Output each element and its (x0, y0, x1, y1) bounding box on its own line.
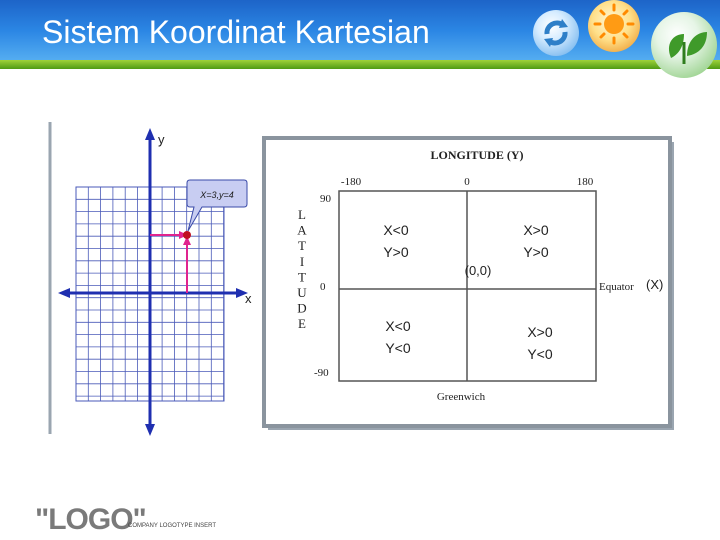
latitude-letter: L (298, 207, 306, 222)
sun-icon (588, 0, 640, 52)
q4-x: X>0 (527, 324, 553, 340)
q1-x: X>0 (523, 222, 549, 238)
latitude-letter: I (299, 253, 305, 269)
latitude-letter: A (297, 222, 307, 238)
latitude-letter: T (298, 269, 306, 285)
q1-y: Y>0 (523, 244, 549, 260)
q2-x: X<0 (383, 222, 409, 238)
latitude-label (297, 207, 307, 331)
q2-y: Y>0 (383, 244, 409, 260)
logo: "LOGO" (35, 503, 146, 536)
left-tick-middle: 0 (320, 281, 326, 293)
header-accent-bar (0, 60, 720, 69)
latitude-letter: E (298, 316, 306, 332)
top-tick-right: 180 (576, 176, 594, 188)
geo-title: LONGITUDE (Y) (430, 148, 524, 162)
latitude-letter: U (297, 285, 307, 300)
top-tick-center: 0 (464, 176, 470, 188)
equator-axis-label: (X) (646, 277, 664, 292)
q3-x: X<0 (385, 318, 411, 334)
callout-label: X=3,y=4 (200, 190, 234, 200)
origin-label: (0,0) (464, 263, 492, 278)
geo-coordinate-chart (264, 138, 674, 430)
cartesian-grid-chart (58, 128, 252, 436)
latitude-letter: D (297, 300, 307, 316)
equator-label: Equator (599, 281, 634, 293)
leaf-icon (651, 12, 717, 78)
q3-y: Y<0 (385, 340, 411, 356)
q4-y: Y<0 (527, 346, 553, 362)
left-tick-bottom: -90 (314, 367, 329, 379)
refresh-icon (533, 10, 579, 56)
left-tick-top: 90 (320, 193, 331, 205)
y-axis-label: y (158, 132, 165, 147)
slide-title: Sistem Koordinat Kartesian (42, 14, 430, 50)
latitude-letter: T (298, 238, 306, 254)
plotted-point (183, 231, 191, 239)
x-axis-label: x (245, 291, 252, 306)
logo-tagline: COMPANY LOGOTYPE INSERT (128, 523, 217, 529)
top-tick-left: -180 (340, 176, 362, 188)
greenwich-label: Greenwich (436, 391, 486, 403)
coordinate-figure (46, 120, 674, 436)
